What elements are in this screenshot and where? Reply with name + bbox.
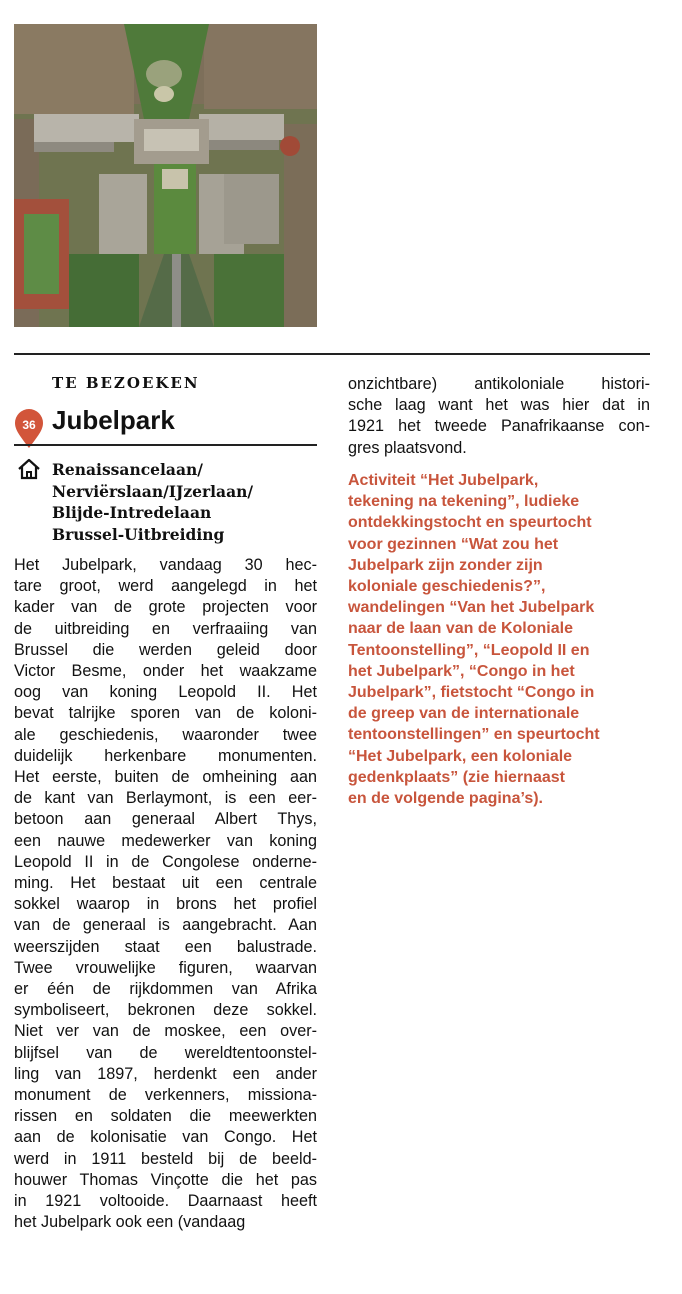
activity-line: voor gezinnen “Wat zou het — [348, 535, 559, 553]
activity-line: Jubelpark”, fietstocht “Congo in — [348, 684, 595, 702]
body-text-left-column — [14, 555, 317, 1234]
address-line: Nerviërslaan/IJzerlaan/ — [52, 481, 254, 501]
body-line: betoon aan generaal Albert Thys, — [14, 810, 317, 829]
body-line: weerszijden staat een balustrade. — [14, 937, 317, 956]
body-line: gres plaatsvond. — [348, 438, 467, 457]
body-line: Twee vrouwelijke figuren, waarvan — [14, 958, 317, 977]
activity-line: naar de laan van de Koloniale — [348, 620, 573, 638]
body-line: aan de kolonisatie van Congo. Het — [14, 1128, 317, 1147]
activity-line: wandelingen “Van het Jubelpark — [348, 599, 595, 617]
body-line: oog van koning Leopold II. Het — [14, 683, 317, 702]
body-line: Het Jubelpark, vandaag 30 hec- — [14, 556, 317, 574]
body-line: kader van de grote projecten voor — [14, 598, 317, 617]
pin-number: 36 — [22, 418, 36, 432]
body-line: ling van 1897, herdenkt een ander — [14, 1064, 317, 1083]
body-line: tare groot, werd aangelegd in het — [14, 577, 317, 596]
activity-line: Jubelpark zijn zonder zijn — [348, 556, 543, 574]
body-line: blijfsel van de wereldtentoonstel- — [14, 1043, 317, 1062]
map-pin-icon — [14, 409, 44, 449]
body-line: werd in 1911 besteld bij de beeld- — [14, 1149, 317, 1168]
body-line: het Jubelpark ook een (vandaag — [14, 1213, 246, 1232]
body-text-right-column — [348, 374, 650, 459]
body-line: sche laag want het was hier dat in — [348, 396, 650, 415]
body-line: ming. Het bestaat uit een centrale — [14, 874, 317, 893]
body-line: in 1921 voltooide. Daarnaast heeft — [14, 1192, 317, 1211]
body-line: houwer Thomas Vinçotte die het pas — [14, 1170, 317, 1189]
body-line: ale geschiedenis, waaronder twee — [14, 725, 317, 744]
body-line: Brussel die werden geleid door — [14, 640, 317, 659]
activity-line: koloniale geschiedenis?”, — [348, 578, 546, 596]
body-line: Niet ver van de moskee, een over- — [14, 1022, 317, 1041]
activity-highlight — [348, 470, 650, 809]
body-line: Leopold II in de Congolese onderne- — [14, 852, 317, 871]
body-line: een nauwe medewerker van koning — [14, 831, 317, 850]
activity-line: gedenkplaats” (zie hiernaast — [348, 768, 565, 786]
body-line: monument de verkenners, missiona- — [14, 1086, 317, 1105]
title-underline — [14, 444, 317, 446]
activity-line: en de volgende pagina’s). — [348, 790, 543, 808]
activity-line: “Het Jubelpark, een koloniale — [348, 747, 573, 765]
body-line: bevat talrijke sporen van de koloni- — [14, 704, 317, 723]
body-line: symboliseert, bekronen deze sokkel. — [14, 1001, 317, 1020]
body-line: sokkel waarop in brons het profiel — [14, 895, 317, 914]
page-title: Jubelpark — [52, 405, 175, 435]
activity-line: tentoonstellingen” en speurtocht — [348, 726, 600, 744]
home-icon — [17, 458, 41, 480]
park-aerial-photo — [14, 24, 317, 327]
address-line: Renaissancelaan/ — [52, 460, 203, 479]
activity-line: het Jubelpark”, “Congo in het — [348, 662, 575, 680]
body-line: duidelijk herkenbare monumenten. — [14, 746, 317, 765]
activity-line: Tentoonstelling”, “Leopold II en — [348, 641, 590, 659]
section-label: TE BEZOEKEN — [52, 374, 200, 392]
activity-line: Activiteit “Het Jubelpark, — [348, 472, 539, 489]
body-line: van de generaal is aangebracht. Aan — [14, 916, 317, 935]
body-line: rissen en soldaten die meewerkten — [14, 1107, 317, 1126]
section-divider — [14, 353, 650, 355]
body-line: de kant van Berlaymont, is een eer- — [14, 789, 317, 808]
address-line: Blijde-Intredelaan — [52, 503, 212, 522]
activity-line: tekening na tekening”, ludieke — [348, 493, 580, 511]
body-line: er één de rijkdommen van Afrika — [14, 980, 317, 999]
body-line: Victor Besme, onder het waakzame — [14, 662, 317, 681]
activity-line: ontdekkingstocht en speurtocht — [348, 514, 592, 532]
body-line: 1921 het tweede Panafrikaanse con- — [348, 417, 650, 436]
body-line: de uitbreiding en verfraaiing van — [14, 619, 317, 638]
activity-line: de greep van de internationale — [348, 705, 580, 723]
body-line: Het eerste, buiten de omheining aan — [14, 768, 317, 787]
address — [52, 459, 322, 545]
body-line: onzichtbare) antikoloniale histori- — [348, 375, 650, 393]
address-line: Brussel-Uitbreiding — [52, 524, 225, 544]
